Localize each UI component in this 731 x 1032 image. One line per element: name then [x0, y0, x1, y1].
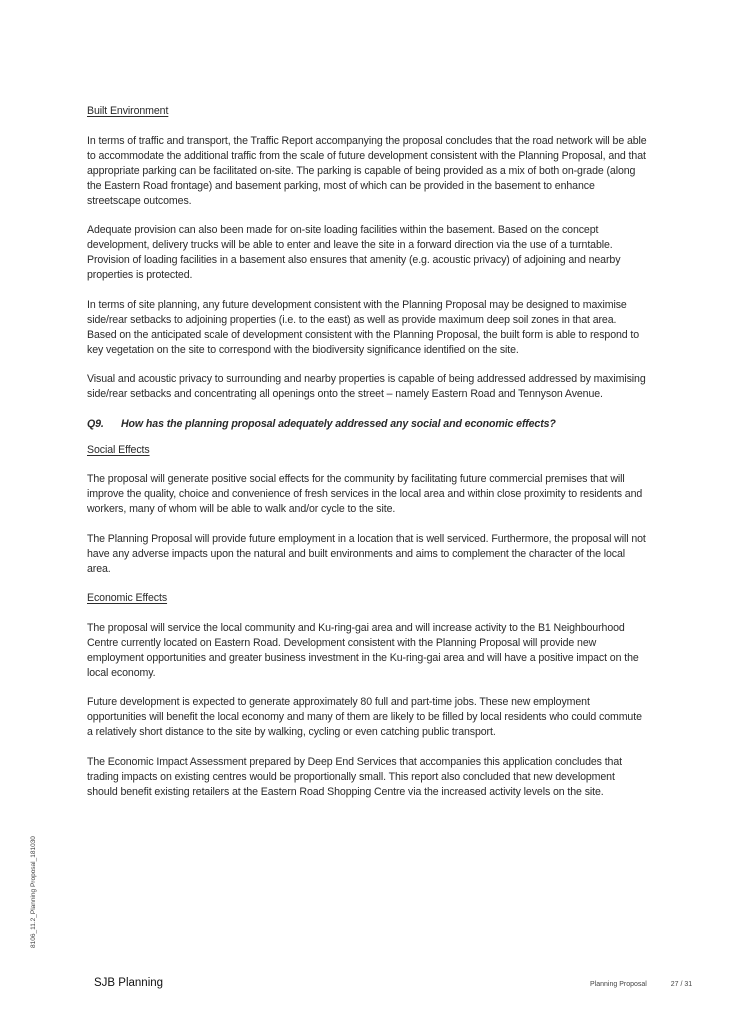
- paragraph: Future development is expected to generate approximately 80 full and part-time jobs. These new employment opportunities will benefit the local economy and many of them are likely to be filled by local residents who could commute a relatively short distance to the site by walking, cycling or even catching public transport.: [87, 696, 642, 738]
- footer-label: Planning Proposal: [590, 981, 647, 988]
- paragraph: Adequate provision can also been made for on-site loading facilities within the basement. Based on the concept development, delivery trucks will be able to enter and leave the site in a forward direction via the use of a turntable. Provision of loading facilities in a basement also ensures that amenity (e.g. acoustic privacy) of adjoining and nearby properties is protected.: [87, 224, 621, 281]
- paragraph: The Economic Impact Assessment prepared by Deep End Services that accompanies this application concludes that trading impacts on existing centres would be proportionally small. This report also concluded that new development should benefit existing retailers at the Eastern Road Shopping Centre via the increased activity levels on the site.: [87, 755, 622, 798]
- paragraph: Visual and acoustic privacy to surrounding and nearby properties is capable of being addressed addressed by maximising side/rear setbacks and concentrating all openings onto the street – namely Eastern Road and Tennyson Avenue.: [87, 373, 646, 400]
- footer-brand: SJB Planning: [94, 977, 164, 989]
- question-heading: [87, 417, 647, 432]
- paragraph: The proposal will generate positive social effects for the community by facilitating future commercial premises that will improve the quality, choice and convenience of fresh services in the local area and within close proximity to residents and workers, many of whom will be able to walk and/or cycle to the site.: [87, 473, 643, 515]
- paragraph: The Planning Proposal will provide future employment in a location that is well serviced. Furthermore, the proposal will not have any adverse impacts upon the natural and built environments and aims to complement the character of the local area.: [87, 532, 646, 575]
- question-number: Q9.: [87, 417, 104, 430]
- section-heading-economic-effects: Economic Effects: [87, 592, 168, 604]
- section-heading-social-effects: Social Effects: [87, 443, 150, 456]
- paragraph: In terms of traffic and transport, the Traffic Report accompanying the proposal concludes that the road network will be able to accommodate the additional traffic from the scale of future development consistent with the Planning Proposal, and that appropriate parking can be facilitated on-site. The parking is capable of being provided as a mix of both on-grade (along the Eastern Road frontage) and basement parking, most of which can be provided in the basement to enhance streetscape outcomes.: [87, 134, 647, 207]
- section-heading-built-environment: Built Environment: [87, 105, 169, 117]
- question-text: How has the planning proposal adequately addressed any social and economic effects?: [121, 417, 556, 430]
- document-body: [87, 104, 647, 814]
- paragraph: In terms of site planning, any future development consistent with the Planning Proposal may be designed to maximise side/rear setbacks to adjoining properties (i.e. to the east) as well as provide maximum deep soil zones in that area. Based on the anticipated scale of development consistent with the Planning Proposal, the built form is able to respond to key vegetation on the site to correspond with the biodiversity significance identified on the site.: [87, 298, 640, 356]
- page-number: 27 / 31: [670, 981, 693, 988]
- footer-page-info: [590, 981, 692, 988]
- paragraph: The proposal will service the local community and Ku-ring-gai area and will increase activity to the B1 Neighbourhood Centre currently located on Eastern Road. Development consistent with the Planning Proposal will provide new employment opportunities and greater business investment in the Ku-ring-gai area and will have a positive impact on the local economy.: [87, 621, 639, 679]
- side-document-reference: 8106_11.2_Planning Proposal_181030: [30, 836, 37, 948]
